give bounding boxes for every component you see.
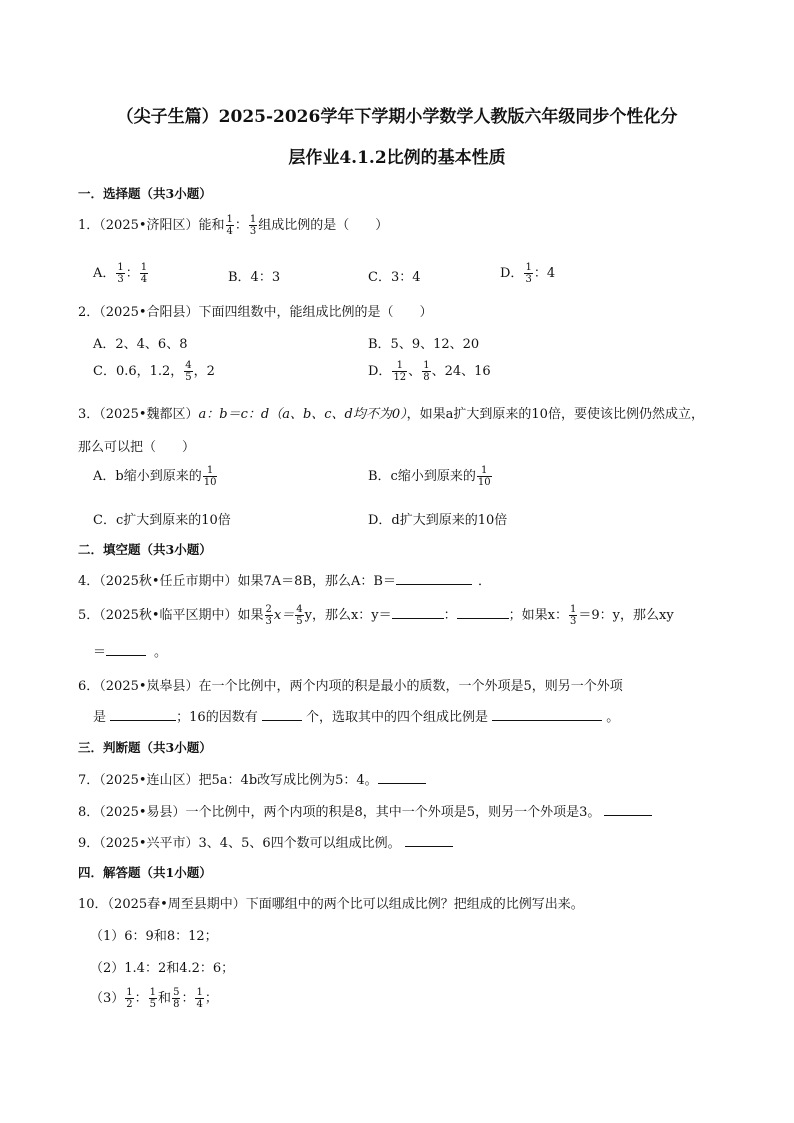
answer-blank[interactable] (378, 770, 426, 784)
section-heading-choice: 一．选择题（共3小题） (78, 186, 212, 201)
answer-blank[interactable] (396, 571, 472, 585)
section-heading-judge: 三．判断题（共3小题） (78, 740, 212, 755)
question-6: 6．（2025•岚皋县）在一个比例中，两个内项的积是最小的质数，一个外项是5，则另一个外项 (78, 679, 623, 694)
question-10-part-3: （3） $\frac{1}{2}$ ： $\frac{1}{5}$ 和 $\frac{5}{8}$ ： $\frac{1}{4}$ ； (90, 987, 218, 1010)
question-4: 4．（2025秋•任丘市期中）如果7A＝8B，那么A：B＝ ． (78, 570, 491, 589)
q3-option-c[interactable]: C．c扩大到原来的10倍 (93, 513, 231, 528)
answer-blank[interactable] (392, 605, 444, 619)
question-3-line2: 那么可以把（ ） (78, 440, 196, 455)
answer-blank[interactable] (405, 833, 453, 847)
fraction: $\frac{1}{4}$ (226, 214, 233, 237)
answer-blank[interactable] (604, 802, 652, 816)
question-2: 2．（2025•合阳县）下面四组数中，能组成比例的是（ ） (78, 305, 433, 320)
question-3: 3．（2025•魏都区）a：b＝c：d（a、b、c、d均不为0），如果a扩大到原来的10倍，要使该比例仍然成立， (78, 407, 704, 422)
q3-option-d[interactable]: D．d扩大到原来的10倍 (368, 513, 508, 528)
q1-option-c[interactable]: C．3：4 (368, 270, 421, 285)
q3-option-b[interactable]: B．c缩小到原来的 $\frac{1}{10}$ (368, 465, 491, 488)
question-7: 7．（2025•连山区）把5a：4b改写成比例为5：4。 (78, 769, 426, 788)
answer-blank[interactable] (457, 605, 509, 619)
section-heading-solve: 四．解答题（共1小题） (78, 865, 212, 880)
question-5: 5．（2025秋•临平区期中）如果 $\frac{2}{3}$ x＝ $\frac{4}{5}$ y，那么x：y＝ ： ；如果x： $\frac{1}{3}$ ＝9：y，那么xy (78, 604, 674, 627)
question-6-line2: 是 ；16的因数有 个，选取其中的四个组成比例是 。 (93, 706, 619, 725)
section-heading-fill: 二．填空题（共3小题） (78, 542, 212, 557)
q1-option-d[interactable]: D． $\frac{1}{3}$ ：4 (500, 262, 556, 285)
q1-option-a[interactable]: A． $\frac{1}{3}$ ： $\frac{1}{4}$ (93, 262, 148, 285)
q2-option-c[interactable]: C．0.6，1.2， $\frac{4}{5}$ ，2 (93, 360, 215, 383)
q1-option-b[interactable]: B．4：3 (228, 270, 281, 285)
q3-option-a[interactable]: A．b缩小到原来的 $\frac{1}{10}$ (93, 465, 217, 488)
answer-blank[interactable] (110, 707, 176, 721)
page-title-line2: 层作业4.1.2比例的基本性质 (288, 148, 506, 168)
answer-blank[interactable] (106, 642, 146, 656)
question-8: 8．（2025•易县）一个比例中，两个内项的积是8，其中一个外项是5，则另一个外项是3。 (78, 801, 652, 820)
q2-option-a[interactable]: A．2、4、6、8 (93, 337, 188, 352)
q2-option-d[interactable]: D． $\frac{1}{12}$ 、 $\frac{1}{8}$ 、24、16 (368, 360, 491, 383)
question-9: 9．（2025•兴平市）3、4、5、6四个数可以组成比例。 (78, 832, 453, 851)
page-title-line1: （尖子生篇）2025-2026学年下学期小学数学人教版六年级同步个性化分 (116, 107, 678, 127)
q2-option-b[interactable]: B．5、9、12、20 (368, 337, 480, 352)
question-10: 10．（2025春•周至县期中）下面哪组中的两个比可以组成比例？把组成的比例写出来。 (78, 897, 584, 912)
fraction: $\frac{1}{3}$ (249, 214, 257, 237)
question-5-line2: ＝ 。 (93, 641, 167, 660)
answer-blank[interactable] (492, 707, 602, 721)
question-10-part-2: （2）1.4：2和4.2：6； (90, 961, 235, 976)
question-1: 1．（2025•济阳区）能和 $\frac{1}{4}$ ： $\frac{1}{3}$ 组成比例的是（ ） (78, 214, 389, 237)
answer-blank[interactable] (262, 707, 302, 721)
question-10-part-1: （1）6：9和8：12； (90, 929, 218, 944)
